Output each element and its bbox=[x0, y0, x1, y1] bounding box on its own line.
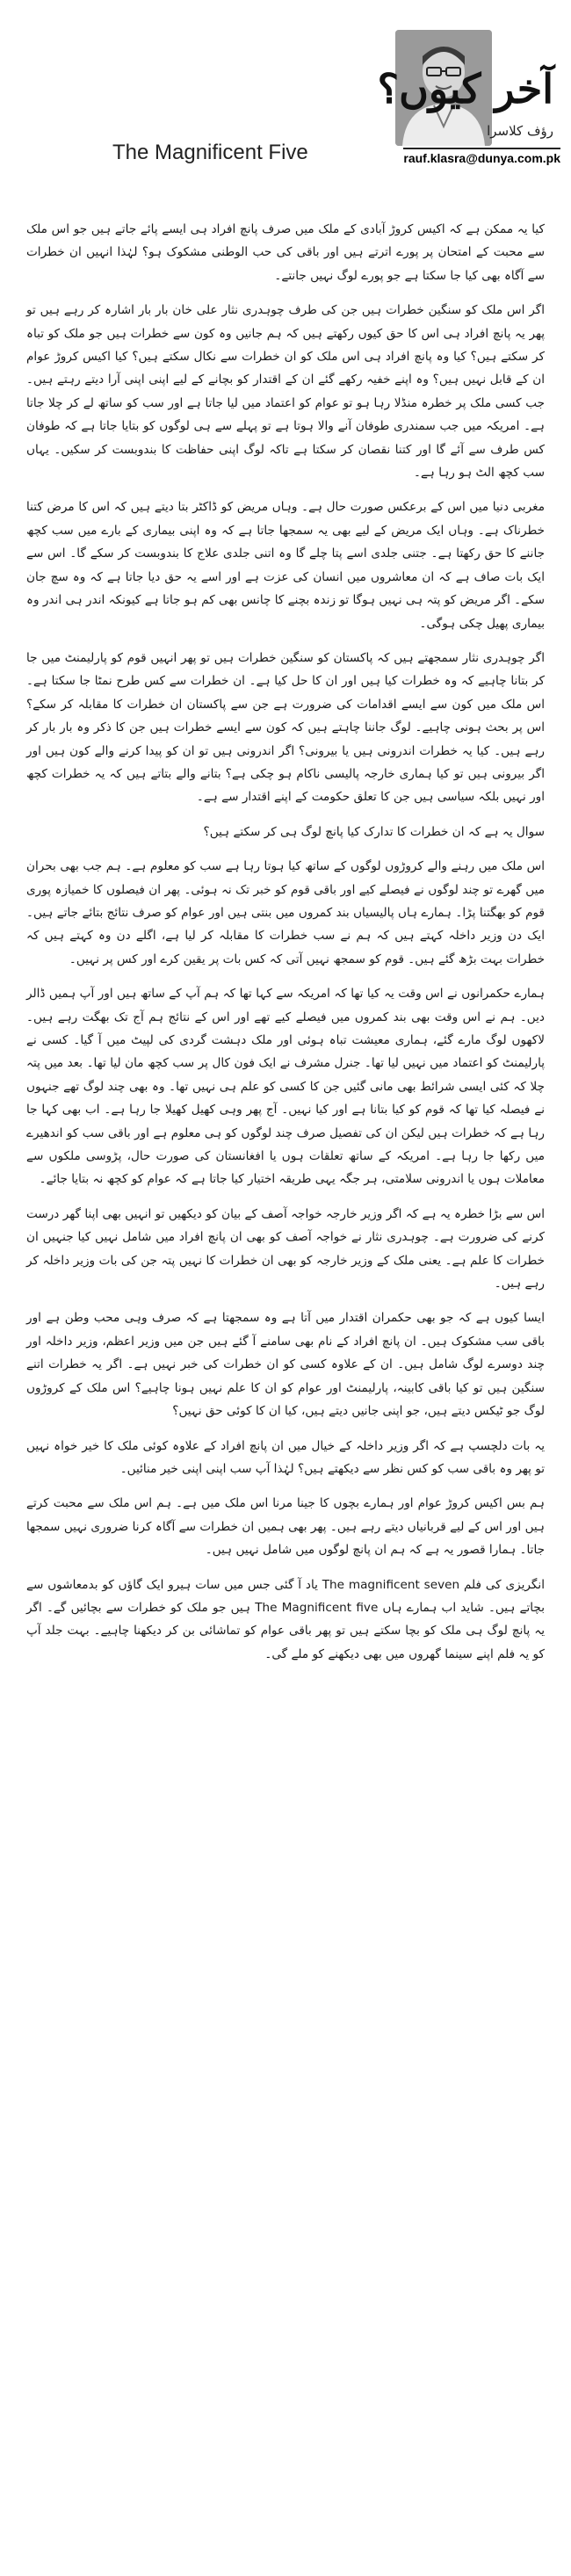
paragraph-8: اس سے بڑا خطرہ یہ ہے کہ اگر وزیر خارجہ خواجہ آصف کے بیان کو دیکھیں تو انہیں بھی اپنا گھر درست کرنے کی ضرورت ہے۔ چوہدری نثار نے خواجہ آصف کو بھی ان پانچ افراد میں شامل نہیں کیا جنہیں ان خطرات کا علم ہے۔ یعنی ملک کے وزیر خارجہ کو بھی ان خطرات کا نہیں پتہ جن کی بات وزیر داخلہ کر رہے ہیں۔ bbox=[26, 1206, 545, 1292]
paragraph-1: کیا یہ ممکن ہے کہ اکیس کروڑ آبادی کے ملک میں صرف پانچ افراد ہی ایسے پائے جاتے ہیں جو اس ملک سے محبت کے امتحان پر پورے اترتے ہیں اور باقی کی حب الوطنی مشکوک ہو؟ لہٰذا انہیں ان خطرات سے آگاہ بھی کیا جا سکتا ہے جو پورے لوگ نہیں جانتے۔ bbox=[26, 222, 545, 283]
paragraph-3: مغربی دنیا میں اس کے برعکس صورت حال ہے۔ وہاں مریض کو ڈاکٹر بتا دیتے ہیں کہ اس کا مرض کتنا خطرناک ہے۔ وہاں ایک مریض کے لیے بھی یہ سمجھا جاتا ہے کہ وہ اپنی بیماری کے بارے میں سب کچھ جاننے کا حق رکھتا ہے۔ جتنی جلدی اسے پتا چلے گا وہ اتنی جلدی علاج کا بندوبست کر سکے گا۔ اس سے ایک بات صاف ہے کہ ان معاشروں میں انسان کی عزت ہے اور اسے یہ حق دیا جاتا ہے کہ وہ سچ جان سکے۔ اگر مریض کو پتہ ہی نہیں ہوگا تو زندہ بچنے کا چانس بھی کم ہو جاتا ہے کیونکہ اندر ہی اندر وہ بیماری پھیل چکی ہوگی۔ bbox=[26, 500, 545, 631]
paragraph-11: ہم بس اکیس کروڑ عوام اور ہمارے بچوں کا جینا مرنا اس ملک میں ہے۔ ہم اس ملک سے محبت کرتے ہیں اور اس کے لیے قربانیاں دیتے رہے ہیں۔ پھر بھی ہمیں ان خطرات سے آگاہ کرنا ضروری نہیں سمجھا جاتا۔ ہمارا قصور یہ ہے کہ ہم ان پانچ لوگوں میں شامل نہیں ہیں۔ bbox=[26, 1496, 545, 1558]
column-title bbox=[378, 66, 553, 112]
paragraph-12: انگریزی کی فلم The magnificent seven یاد آ گئی جس میں سات ہیرو ایک گاؤں کو بدمعاشوں سے بچاتے ہیں۔ شاید اب ہمارے ہاں The Magnificent five ہیں جو ملک کو خطرات سے بچائیں گے۔ اگر یہ پانچ لوگ ہی ملک کو بچا سکتے ہیں تو پھر باقی عوام کو تماشائی بن کر دیکھنا چاہیے۔ بہت جلد آپ کو یہ فلم اپنے سینما گھروں میں بھی دیکھنے کو ملے گی۔ bbox=[26, 1577, 545, 1661]
paragraph-9: ایسا کیوں ہے کہ جو بھی حکمران اقتدار میں آتا ہے وہ سمجھتا ہے کہ صرف وہی محب وطن ہے اور باقی سب مشکوک ہیں۔ ان پانچ افراد کے نام بھی سامنے آ گئے ہیں جن میں وزیر اعظم، وزیر داخلہ اور چند دوسرے لوگ شامل ہیں۔ ان کے علاوہ کسی کو ان خطرات کی خبر نہیں ہے۔ اگر یہ خطرات اتنے سنگین ہیں تو کیا باقی کابینہ، پارلیمنٹ اور عوام کو ان کا علم نہیں ہونا چاہیے؟ اس ملک کے کروڑوں لوگ جو ٹیکس دیتے ہیں، جو اپنی جانیں دیتے ہیں، کیا ان کا کوئی حق نہیں؟ bbox=[26, 1311, 545, 1419]
paragraph-5: سوال یہ ہے کہ ان خطرات کا تدارک کیا پانچ لوگ ہی کر سکتے ہیں؟ bbox=[203, 824, 545, 839]
byline: رؤف کلاسرا bbox=[487, 123, 553, 139]
paragraph-2: اگر اس ملک کو سنگین خطرات ہیں جن کی طرف چوہدری نثار علی خان بار بار اشارہ کر رہے ہیں تو پھر یہ پانچ افراد ہی اس کا حق کیوں رکھتے ہیں کہ ہم جانیں وہ کون سے خطرات ہیں جو ملک کو تباہ کر سکتے ہیں؟ کیا وہ پانچ افراد ہی اس ملک کو ان خطرات سے نکال سکتے ہیں؟ کیا اکیس کروڑ عوام ان کے قابل نہیں ہیں؟ وہ اپنے خفیہ رکھے گئے ان کے اقتدار کو بچانے کے لیے اپنی اپنی آرا دیتے رہتے ہیں۔ جب کسی ملک پر خطرہ منڈلا رہا ہو تو عوام کو اعتماد میں لیا جاتا ہے اور سب کو ساتھ لے کر چلا جاتا ہے۔ امریکہ میں جب سمندری طوفان آنے والا ہوتا ہے تو پہلے سے ہی لوگوں کو بتایا جاتا ہے کہ طوفان کس طرف سے آئے گا اور کتنا نقصان کر سکتا ہے تاکہ لوگ اپنی حفاظت کا بندوبست کر سکیں۔ یہاں سب کچھ الٹ ہو رہا ہے۔ bbox=[26, 303, 545, 481]
paragraph-6: اس ملک میں رہنے والے کروڑوں لوگوں کے ساتھ کیا ہوتا رہا ہے سب کو معلوم ہے۔ ہم جب بھی بحران میں گھرے تو چند لوگوں نے فیصلے کیے اور باقی قوم کو خبر تک نہ ہوئی۔ پھر ان فیصلوں کا خمیازہ پوری قوم کو بھگتنا پڑا۔ ہمارے ہاں پالیسیاں بند کمروں میں بنتی ہیں اور عوام کو صرف نتائج بتائے جاتے ہیں۔ ایک دن وزیر داخلہ کہتے ہیں کہ ہم نے سب خطرات کا مقابلہ کر لیا ہے، اگلے دن وہ کہتے ہیں کہ خطرات بہت بڑھ گئے ہیں۔ قوم کو سمجھ نہیں آتی کہ کس بات پر یقین کرے اور کس پر نہیں۔ bbox=[26, 859, 545, 966]
author-email: rauf.klasra@dunya.com.pk bbox=[403, 148, 560, 165]
columnist-brand bbox=[316, 35, 560, 211]
paragraph-7: ہمارے حکمرانوں نے اس وقت یہ کیا تھا کہ امریکہ سے کہا تھا کہ ہم آپ کے ساتھ ہیں اور آپ ہمیں ڈالر دیں۔ ہم نے اس وقت بھی بند کمروں میں فیصلے کیے تھے اور اس کے نتائج ہم آج تک بھگت رہے ہیں۔ لاکھوں لوگ مارے گئے، ہماری معیشت تباہ ہوئی اور ملک دہشت گردی کی لپیٹ میں آ گیا۔ کسی نے پارلیمنٹ کو اعتماد میں نہیں لیا تھا۔ جنرل مشرف نے ایک فون کال پر سب کچھ مان لیا تھا۔ بعد میں پتہ چلا کہ کئی ایسی شرائط بھی مانی گئیں جن کا کسی کو علم ہی نہیں تھا۔ وہ بھی چند لوگ تھے جنہوں نے فیصلہ کیا تھا کہ قوم کو کیا بتانا ہے اور کیا نہیں۔ آج پھر وہی کھیل کھیلا جا رہا ہے۔ اب بھی کہا جا رہا ہے کہ خطرات ہیں لیکن ان کی تفصیل صرف چند لوگوں کو ہی معلوم ہے اور باقی سب کو اندھیرے میں رکھا جا رہا ہے۔ امریکہ کے ساتھ تعلقات ہوں یا افغانستان کی صورت حال، پڑوسی ملکوں سے معاملات ہوں یا اندرونی سلامتی، ہر جگہ یہی طریقہ اختیار کیا جاتا ہے کہ عوام کو کچھ نہ بتایا جائے۔ bbox=[26, 987, 545, 1187]
question-mark: ؟ bbox=[377, 65, 400, 112]
paragraph-10: یہ بات دلچسپ ہے کہ اگر وزیر داخلہ کے خیال میں ان پانچ افراد کے علاوہ کوئی ملک کا خیر خواہ نہیں تو پھر وہ باقی سب کو کس نظر سے دیکھتے ہیں؟ لہٰذا آپ سب اپنی اپنی خیر منائیں۔ bbox=[26, 1438, 545, 1476]
article-body bbox=[26, 218, 545, 1677]
english-title: The Magnificent Five bbox=[112, 141, 308, 164]
paragraph-4: اگر چوہدری نثار سمجھتے ہیں کہ پاکستان کو سنگین خطرات ہیں تو پھر انہیں قوم کو پارلیمنٹ میں جا کر بتانا چاہیے کہ وہ خطرات کیا ہیں اور ان کا حل کیا ہے۔ ان خطرات سے کس طرح نمٹا جا سکتا ہے۔ اس ملک میں کون سے ایسے اقدامات کی ضرورت ہے جن سے پاکستان ان خطرات کا مقابلہ کر سکے؟ اس پر بحث ہونی چاہیے۔ لوگ جاننا چاہتے ہیں کہ کون سے ایسے خطرات ہیں جن کا ذکر وہ بار بار کر رہے ہیں۔ کیا یہ خطرات اندرونی ہیں یا بیرونی؟ اگر اندرونی ہیں تو ان کو پیدا کرنے والے کون ہیں اور اگر بیرونی ہیں تو کیا ہماری خارجہ پالیسی ناکام ہو چکی ہے؟ بتانے والے بتاتے ہیں کہ یہ خطرات کچھ اور نہیں بلکہ سیاسی ہیں جن کا تعلق حکومت کے اپنے اقتدار سے ہے۔ bbox=[26, 650, 545, 805]
column-title-text: آخر کیوں bbox=[399, 65, 553, 112]
article-header bbox=[0, 0, 571, 220]
